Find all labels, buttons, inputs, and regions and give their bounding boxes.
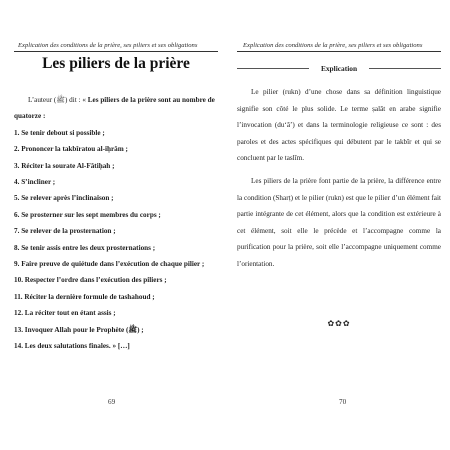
list-item: 11. Réciter la dernière formule de tashahoud ; [14, 292, 155, 301]
heading-rule-right [369, 68, 441, 69]
intro-paragraph [14, 92, 218, 125]
right-body [237, 84, 441, 279]
list-item: 5. Se relever après l’inclinaison ; [14, 194, 114, 203]
running-head-left: Explication des conditions de la prière, ses piliers et ses obligations [18, 42, 198, 49]
list-item: 3. Réciter la sourate Al-Fâtiḥah ; [14, 161, 115, 170]
left-body [14, 92, 218, 355]
list-item: 8. Se tenir assis entre les deux prosternations ; [14, 243, 156, 252]
chapter-title: Les piliers de la prière [42, 55, 190, 72]
intro-bold: Les piliers de la prière sont au nombre de quatorze : [14, 96, 215, 121]
intro-mid: ) dit : « [64, 96, 88, 104]
page-number-right: 70 [339, 398, 347, 406]
list-item: 2. Prononcer la takbîratou al-iḥrâm ; [14, 145, 128, 154]
honorific-icon: ﷺ [56, 96, 65, 104]
list-item: 7. Se relever de la prosternation ; [14, 227, 116, 236]
running-head-right: Explication des conditions de la prière, ses piliers et ses obligations [243, 42, 423, 49]
heading-rule-left [237, 68, 309, 69]
right-page [225, 0, 450, 450]
list-item: 10. Respecter l’ordre dans l’exécution des piliers ; [14, 276, 167, 285]
list-item: 12. La réciter tout en étant assis ; [14, 309, 116, 318]
list-item: 4. S’incliner ; [14, 178, 56, 187]
page-number-left: 69 [108, 398, 116, 406]
pillar-list [14, 125, 218, 355]
section-heading-label: Explication [320, 64, 358, 73]
section-heading [237, 64, 441, 73]
list-item: 14. Les deux salutations finales. » […] [14, 342, 130, 351]
list-item: 1. Se tenir debout si possible ; [14, 128, 105, 137]
list-item: 6. Se prosterner sur les sept membres du corps ; [14, 210, 161, 219]
paragraph: Les piliers de la prière font partie de la prière, la différence entre la condition (Sharṭ) et le pilier (rukn) est que le pilier d’un élément fait partie intégrante de cet élément, alors que la condition est extérieure à cet élément, soit elle le précède et l’accompagne comme la purification pour la prière, soit elle l’accompagne uniquement comme l’orientation. [237, 176, 441, 268]
intro-prefix: L’auteur ( [28, 96, 57, 104]
list-item: 13. Invoquer Allah pour le Prophète (ﷺ) ; [14, 325, 144, 334]
header-rule-right [237, 51, 441, 52]
list-item: 9. Faire preuve de quiétude dans l’exécution de chaque pilier ; [14, 260, 205, 269]
header-rule-left [14, 51, 218, 52]
paragraph: Le pilier (rukn) d’une chose dans sa définition linguistique signifie son côté le plus solide. Le terme ṣalât en arabe signifie l’invocation (du‘â’) et dans la terminologie religieuse ce sont : des paroles et des actes spécifiques qui débutent par le takbîr et qui se concluent par le taslîm. [237, 88, 441, 163]
ornament-icon: ✿✿✿ [327, 319, 351, 328]
